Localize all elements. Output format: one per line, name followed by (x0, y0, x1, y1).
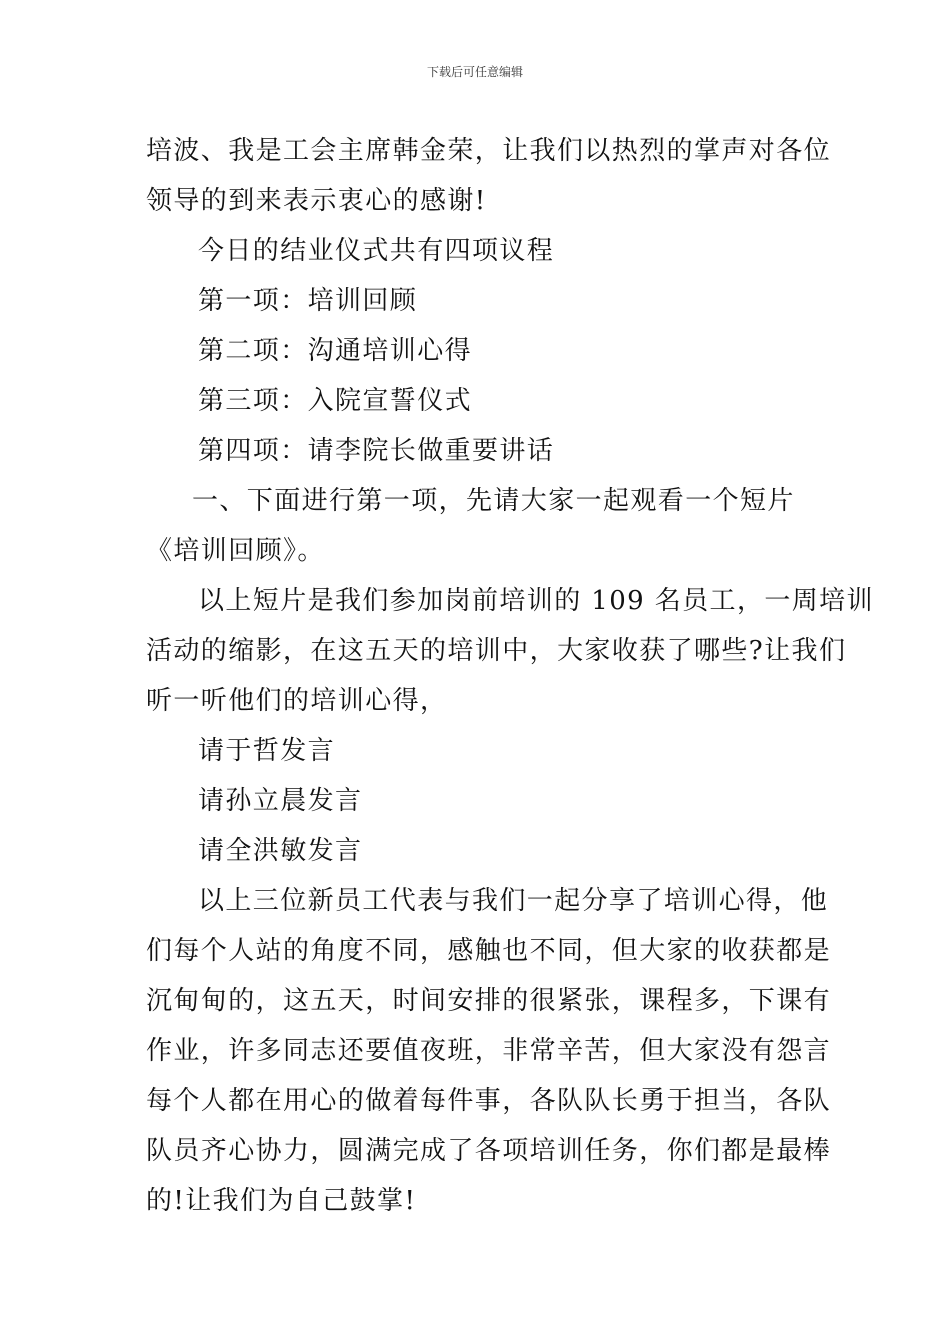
agenda-item-1: 第一项：培训回顾 (198, 286, 418, 316)
paragraph-line: 听一听他们的培训心得， (146, 686, 448, 716)
paragraph-line: 队员齐心协力，圆满完成了各项培训任务，你们都是最棒 (146, 1136, 832, 1166)
paragraph-line: 们每个人站的角度不同，感触也不同，但大家的收获都是 (146, 936, 832, 966)
paragraph-line: 的!让我们为自己鼓掌! (146, 1186, 417, 1216)
paragraph-line: 活动的缩影，在这五天的培训中，大家收获了哪些?让我们 (146, 636, 847, 666)
speaker-line-2: 请孙立晨发言 (198, 786, 363, 816)
agenda-item-2: 第二项：沟通培训心得 (198, 336, 473, 366)
speaker-line-1: 请于哲发言 (198, 736, 336, 766)
paragraph-line: 每个人都在用心的做着每件事，各队队长勇于担当，各队 (146, 1086, 832, 1116)
paragraph-line: 领导的到来表示衷心的感谢! (146, 186, 487, 216)
paragraph-line: 沉甸甸的，这五天，时间安排的很紧张，课程多，下课有 (146, 986, 832, 1016)
section-one-line: 一、下面进行第一项，先请大家一起观看一个短片 (192, 486, 795, 516)
paragraph-line: 以上短片是我们参加岗前培训的 109 名员工，一周培训 (198, 586, 874, 616)
page-header: 下载后可任意编辑 (426, 65, 523, 79)
speaker-line-3: 请全洪敏发言 (198, 836, 363, 866)
paragraph-line: 以上三位新员工代表与我们一起分享了培训心得，他 (198, 886, 829, 916)
paragraph-line: 培波、我是工会主席韩金荣，让我们以热烈的掌声对各位 (146, 136, 832, 166)
paragraph-line: 《培训回顾》。 (146, 536, 325, 566)
agenda-item-3: 第三项：入院宣誓仪式 (198, 386, 473, 416)
agenda-item-4: 第四项：请李院长做重要讲话 (198, 436, 555, 466)
paragraph-line: 作业，许多同志还要值夜班，非常辛苦，但大家没有怨言 (146, 1036, 832, 1066)
agenda-intro: 今日的结业仪式共有四项议程 (198, 236, 555, 266)
document-body (146, 126, 874, 1226)
